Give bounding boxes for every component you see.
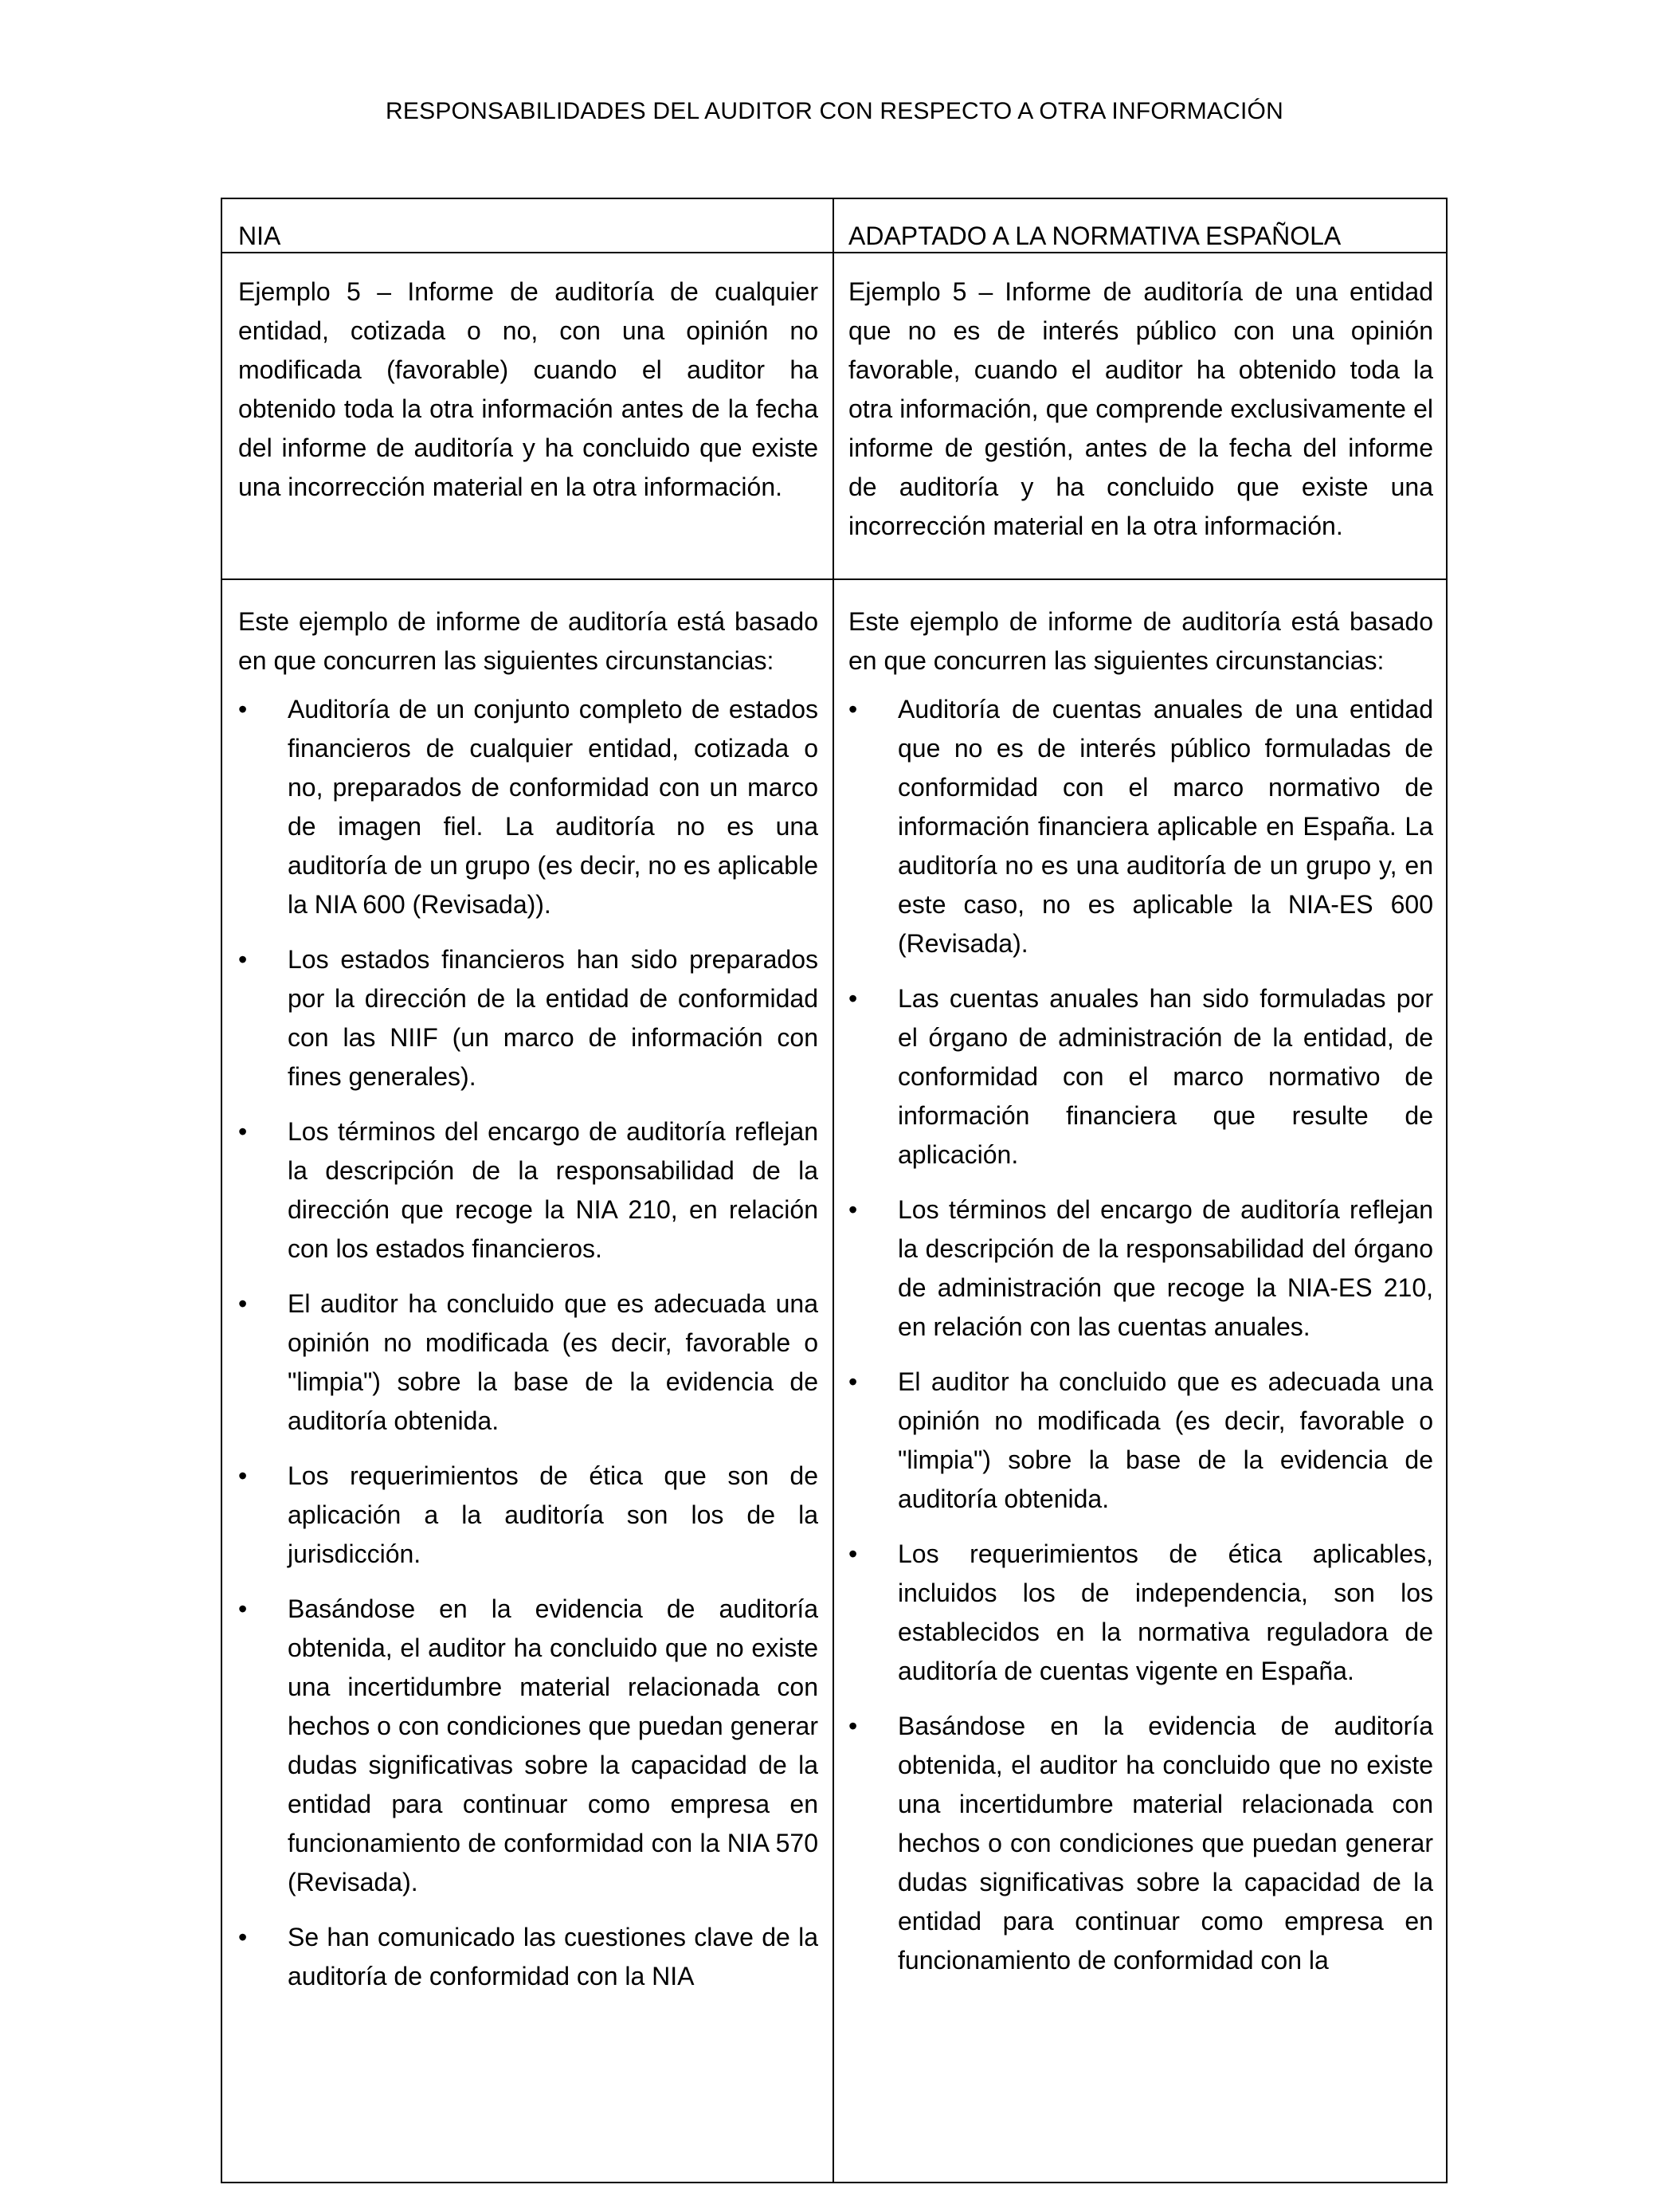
list-item-text: Basándose en la evidencia de auditoría obtenida, el auditor ha concluido que no existe una incertidumbre material relacionada con hechos o con condiciones que puedan generar dudas significativas sobre la capacidad de la entidad para continuar como empresa en funcionamiento de conformidad con la NIA 570 (Revisada).	[288, 1594, 818, 1896]
table-top-border	[222, 198, 1446, 199]
list-item	[238, 690, 818, 924]
list-item	[238, 940, 818, 1096]
list-item	[848, 1707, 1433, 1980]
page-title: RESPONSABILIDADES DEL AUDITOR CON RESPECTO A OTRA INFORMACIÓN	[386, 98, 1283, 124]
column-header-nia: NIA	[238, 222, 281, 250]
list-item	[238, 1590, 818, 1902]
list-item-text: Los estados financieros han sido preparados por la dirección de la entidad de conformidad con las NIIF (un marco de información con fines generales).	[288, 945, 818, 1091]
bullet-icon: •	[848, 695, 858, 724]
bullet-icon: •	[848, 1367, 858, 1396]
comparison-table	[221, 198, 1448, 2183]
list-item	[848, 1363, 1433, 1519]
list-item-text: Las cuentas anuales han sido formuladas por el órgano de administración de la entidad, de conformidad con el marco normativo de información financiera que resulte de aplicación.	[898, 984, 1433, 1169]
list-item	[848, 979, 1433, 1175]
example-title-nia: Ejemplo 5 – Informe de auditoría de cualquier entidad, cotizada o no, con una opinión no modificada (favorable) cuando el auditor ha obtenido toda la otra información antes de la fecha del informe de auditoría y ha concluido que existe una incorrección material en la otra información.	[238, 277, 818, 501]
circumstances-list	[848, 690, 1433, 1980]
circumstances-list	[238, 690, 818, 1996]
column-header-spanish-adaptation: ADAPTADO A LA NORMATIVA ESPAÑOLA	[848, 222, 1342, 250]
example-title-spanish: Ejemplo 5 – Informe de auditoría de una entidad que no es de interés público con una opinión favorable, cuando el auditor ha obtenido toda la otra información, que comprende exclusivamente el informe de gestión, antes de la fecha del informe de auditoría y ha concluido que existe una incorrección material en la otra información.	[848, 277, 1433, 540]
list-item	[848, 690, 1433, 963]
bullet-icon: •	[238, 945, 248, 974]
list-item	[238, 1112, 818, 1269]
list-item-text: Se han comunicado las cuestiones clave de la auditoría de conformidad con la NIA	[288, 1923, 818, 1990]
circumstances-cell-spanish	[848, 602, 1433, 2177]
bullet-icon: •	[238, 1117, 248, 1146]
list-item	[238, 1284, 818, 1441]
list-item-text: Auditoría de cuentas anuales de una entidad que no es de interés público formuladas de conformidad con el marco normativo de información financiera aplicable en España. La auditoría no es una auditoría de un grupo y, en este caso, no es aplicable la NIA-ES 600 (Revisada).	[898, 695, 1433, 958]
list-item-text: Los requerimientos de ética que son de aplicación a la auditoría son los de la jurisdicción.	[288, 1461, 818, 1568]
circumstances-intro: Este ejemplo de informe de auditoría está basado en que concurren las siguientes circunstancias:	[848, 607, 1433, 675]
circumstances-intro: Este ejemplo de informe de auditoría está basado en que concurren las siguientes circunstancias:	[238, 607, 818, 675]
list-item-text: Los términos del encargo de auditoría reflejan la descripción de la responsabilidad del órgano de administración que recoge la NIA-ES 210, en relación con las cuentas anuales.	[898, 1195, 1433, 1341]
list-item-text: Los requerimientos de ética aplicables, incluidos los de independencia, son los establecidos en la normativa reguladora de auditoría de cuentas vigente en España.	[898, 1539, 1433, 1685]
list-item-text: El auditor ha concluido que es adecuada una opinión no modificada (es decir, favorable o "limpia") sobre la base de la evidencia de auditoría obtenida.	[288, 1289, 818, 1435]
column-divider	[833, 198, 834, 2182]
bullet-icon: •	[238, 1923, 248, 1951]
bullet-icon: •	[848, 1712, 858, 1740]
list-item-text: Auditoría de un conjunto completo de estados financieros de cualquier entidad, cotizada o no, preparados de conformidad con un marco de imagen fiel. La auditoría no es una auditoría de un grupo (es decir, no es aplicable la NIA 600 (Revisada)).	[288, 695, 818, 919]
list-item	[848, 1190, 1433, 1347]
list-item	[848, 1535, 1433, 1691]
bullet-icon: •	[848, 984, 858, 1013]
bullet-icon: •	[238, 1461, 248, 1490]
bullet-icon: •	[848, 1539, 858, 1568]
list-item	[238, 1918, 818, 1996]
title-row-divider	[222, 578, 1446, 580]
circumstances-cell-nia	[238, 602, 818, 2177]
list-item-text: El auditor ha concluido que es adecuada una opinión no modificada (es decir, favorable o "limpia") sobre la base de la evidencia de auditoría obtenida.	[898, 1367, 1433, 1513]
bullet-icon: •	[238, 695, 248, 724]
list-item-text: Basándose en la evidencia de auditoría obtenida, el auditor ha concluido que no existe una incertidumbre material relacionada con hechos o con condiciones que puedan generar dudas significativas sobre la capacidad de la entidad para continuar como empresa en funcionamiento de conformidad con la	[898, 1712, 1433, 1975]
bullet-icon: •	[238, 1289, 248, 1318]
bullet-icon: •	[238, 1594, 248, 1623]
bullet-icon: •	[848, 1195, 858, 1224]
list-item	[238, 1457, 818, 1574]
list-item-text: Los términos del encargo de auditoría reflejan la descripción de la responsabilidad de la dirección que recoge la NIA 210, en relación con los estados financieros.	[288, 1117, 818, 1263]
